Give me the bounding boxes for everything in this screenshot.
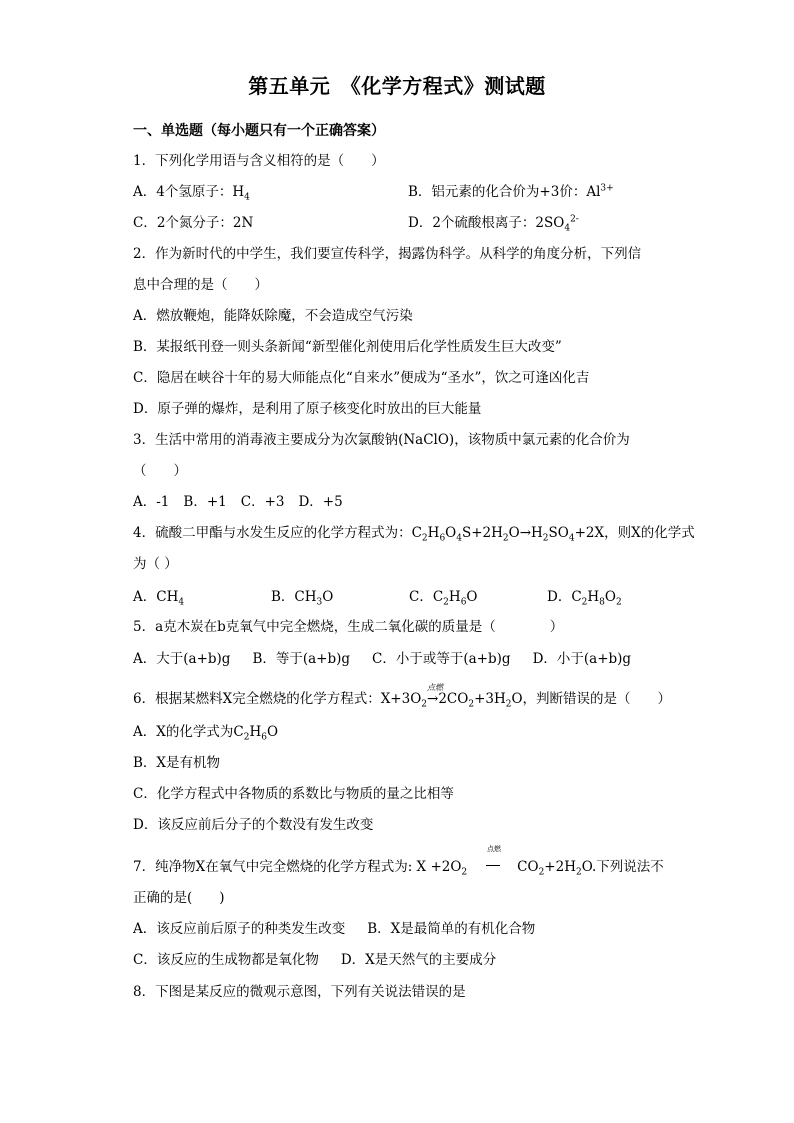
question-4-option-a: A．$CH_4$ bbox=[133, 589, 185, 608]
option-a: A．大于(a+b)g bbox=[133, 651, 231, 667]
question-6-option-c: C．化学方程式中各物质的系数比与物质的量之比相等 bbox=[133, 786, 454, 802]
question-5-stem: 5．a克木炭在b克氧气中完全燃烧，生成二氧化碳的质量是（ ） bbox=[133, 619, 564, 635]
option-d: D．+5 bbox=[298, 494, 343, 510]
reaction-equals-sign bbox=[486, 865, 500, 866]
question-6-option-d: D．该反应前后分子的个数没有发生改变 bbox=[133, 817, 374, 833]
question-6-stem: 6．根据某燃料X完全燃烧的化学方程式：$X+3O_2$ 点燃 $\to 2CO_2+3H_2O$，判断错误的是（ ） bbox=[133, 690, 671, 708]
question-6-option-b: B．X是有机物 bbox=[133, 755, 221, 771]
reaction-condition: 点燃 bbox=[427, 683, 444, 692]
option-b: B．X是最简单的有机化合物 bbox=[367, 921, 536, 937]
reaction-condition: 点燃 bbox=[487, 845, 501, 853]
question-2-option-c: C．隐居在峡谷十年的易大师能点化“自来水”便成为“圣水”，饮之可逢凶化吉 bbox=[133, 370, 590, 386]
question-4-option-b: B．$CH_3O$ bbox=[271, 589, 334, 608]
option-c: C．小于或等于(a+b)g bbox=[372, 651, 511, 667]
question-1-options-row1 bbox=[133, 183, 250, 201]
option-a: A．-1 bbox=[133, 494, 170, 510]
question-4-option-c: C．$C_2H_6O$ bbox=[409, 589, 478, 608]
question-7-options-row1 bbox=[133, 920, 535, 938]
option-a: A．4个氢原子：$H_4$ bbox=[133, 184, 250, 203]
question-2-stem-line1: 2．作为新时代的中学生，我们要宣传科学，揭露伪科学。从科学的角度分析，下列信 bbox=[133, 246, 642, 262]
question-7-stem-line1: 7．纯净物X在氧气中完全燃烧的化学方程式为: $X +2O_2$ $CO_2+2H_2O$.下列说法不 bbox=[133, 859, 664, 878]
question-7-stem-line2: 正确的是( ) bbox=[133, 890, 225, 906]
option-b: B．+1 bbox=[183, 494, 227, 510]
question-3-stem-line1: 3．生活中常用的消毒液主要成分为次氯酸钠(NaClO)，该物质中氯元素的化合价为 bbox=[133, 432, 630, 448]
question-2-stem-line2: 息中合理的是（ ） bbox=[133, 277, 268, 293]
question-6-option-a: A．X的化学式为$C_2H_6O$ bbox=[133, 724, 279, 743]
question-1-option-d: D．2个硫酸根离子：$2SO_4^{2-}$ bbox=[408, 214, 579, 234]
question-8-stem: 8．下图是某反应的微观示意图，下列有关说法错误的是 bbox=[133, 984, 466, 1000]
question-4-option-d: D．$C_2H_8O_2$ bbox=[547, 589, 622, 608]
question-2-option-d: D．原子弹的爆炸，是利用了原子核变化时放出的巨大能量 bbox=[133, 401, 482, 417]
option-c: C．+3 bbox=[240, 494, 285, 510]
question-1-stem: 1．下列化学用语与含义相符的是（ ） bbox=[133, 153, 385, 169]
option-a: A．该反应前后原子的种类发生改变 bbox=[133, 921, 346, 937]
question-4-stem-line1: 4．硫酸二甲酯与水发生反应的化学方程式为：$C_2H_6O_4S+2H_2O\to H_2SO_4+2X$，则X的化学式 bbox=[133, 525, 695, 544]
reaction-arrow: 点燃 → bbox=[427, 690, 438, 708]
option-d: D．小于(a+b)g bbox=[532, 651, 632, 667]
question-2-option-a: A．燃放鞭炮，能降妖除魔，不会造成空气污染 bbox=[133, 308, 413, 324]
option-c: C．该反应的生成物都是氧化物 bbox=[133, 952, 319, 968]
question-1-option-b: B．铝元素的化合价为+3价：$Al^{3+}$ bbox=[408, 183, 614, 200]
section-heading: 一、单选题（每小题只有一个正确答案） bbox=[133, 123, 385, 139]
question-3-options bbox=[133, 493, 343, 511]
option-b: B．等于(a+b)g bbox=[252, 651, 351, 667]
question-3-stem-line2: （ ） bbox=[133, 463, 187, 479]
page-title: 第五单元 《化学方程式》测试题 bbox=[248, 74, 546, 98]
option-d: D．X是天然气的主要成分 bbox=[340, 952, 497, 968]
question-4-stem-line2: 为（ ） bbox=[133, 556, 178, 572]
question-7-options-row2 bbox=[133, 951, 496, 969]
question-1-option-c: C．2个氮分子：2N bbox=[133, 215, 254, 231]
question-2-option-b: B．某报纸刊登一则头条新闻“新型催化剂使用后化学性质发生巨大改变” bbox=[133, 339, 562, 355]
question-5-options bbox=[133, 650, 631, 668]
